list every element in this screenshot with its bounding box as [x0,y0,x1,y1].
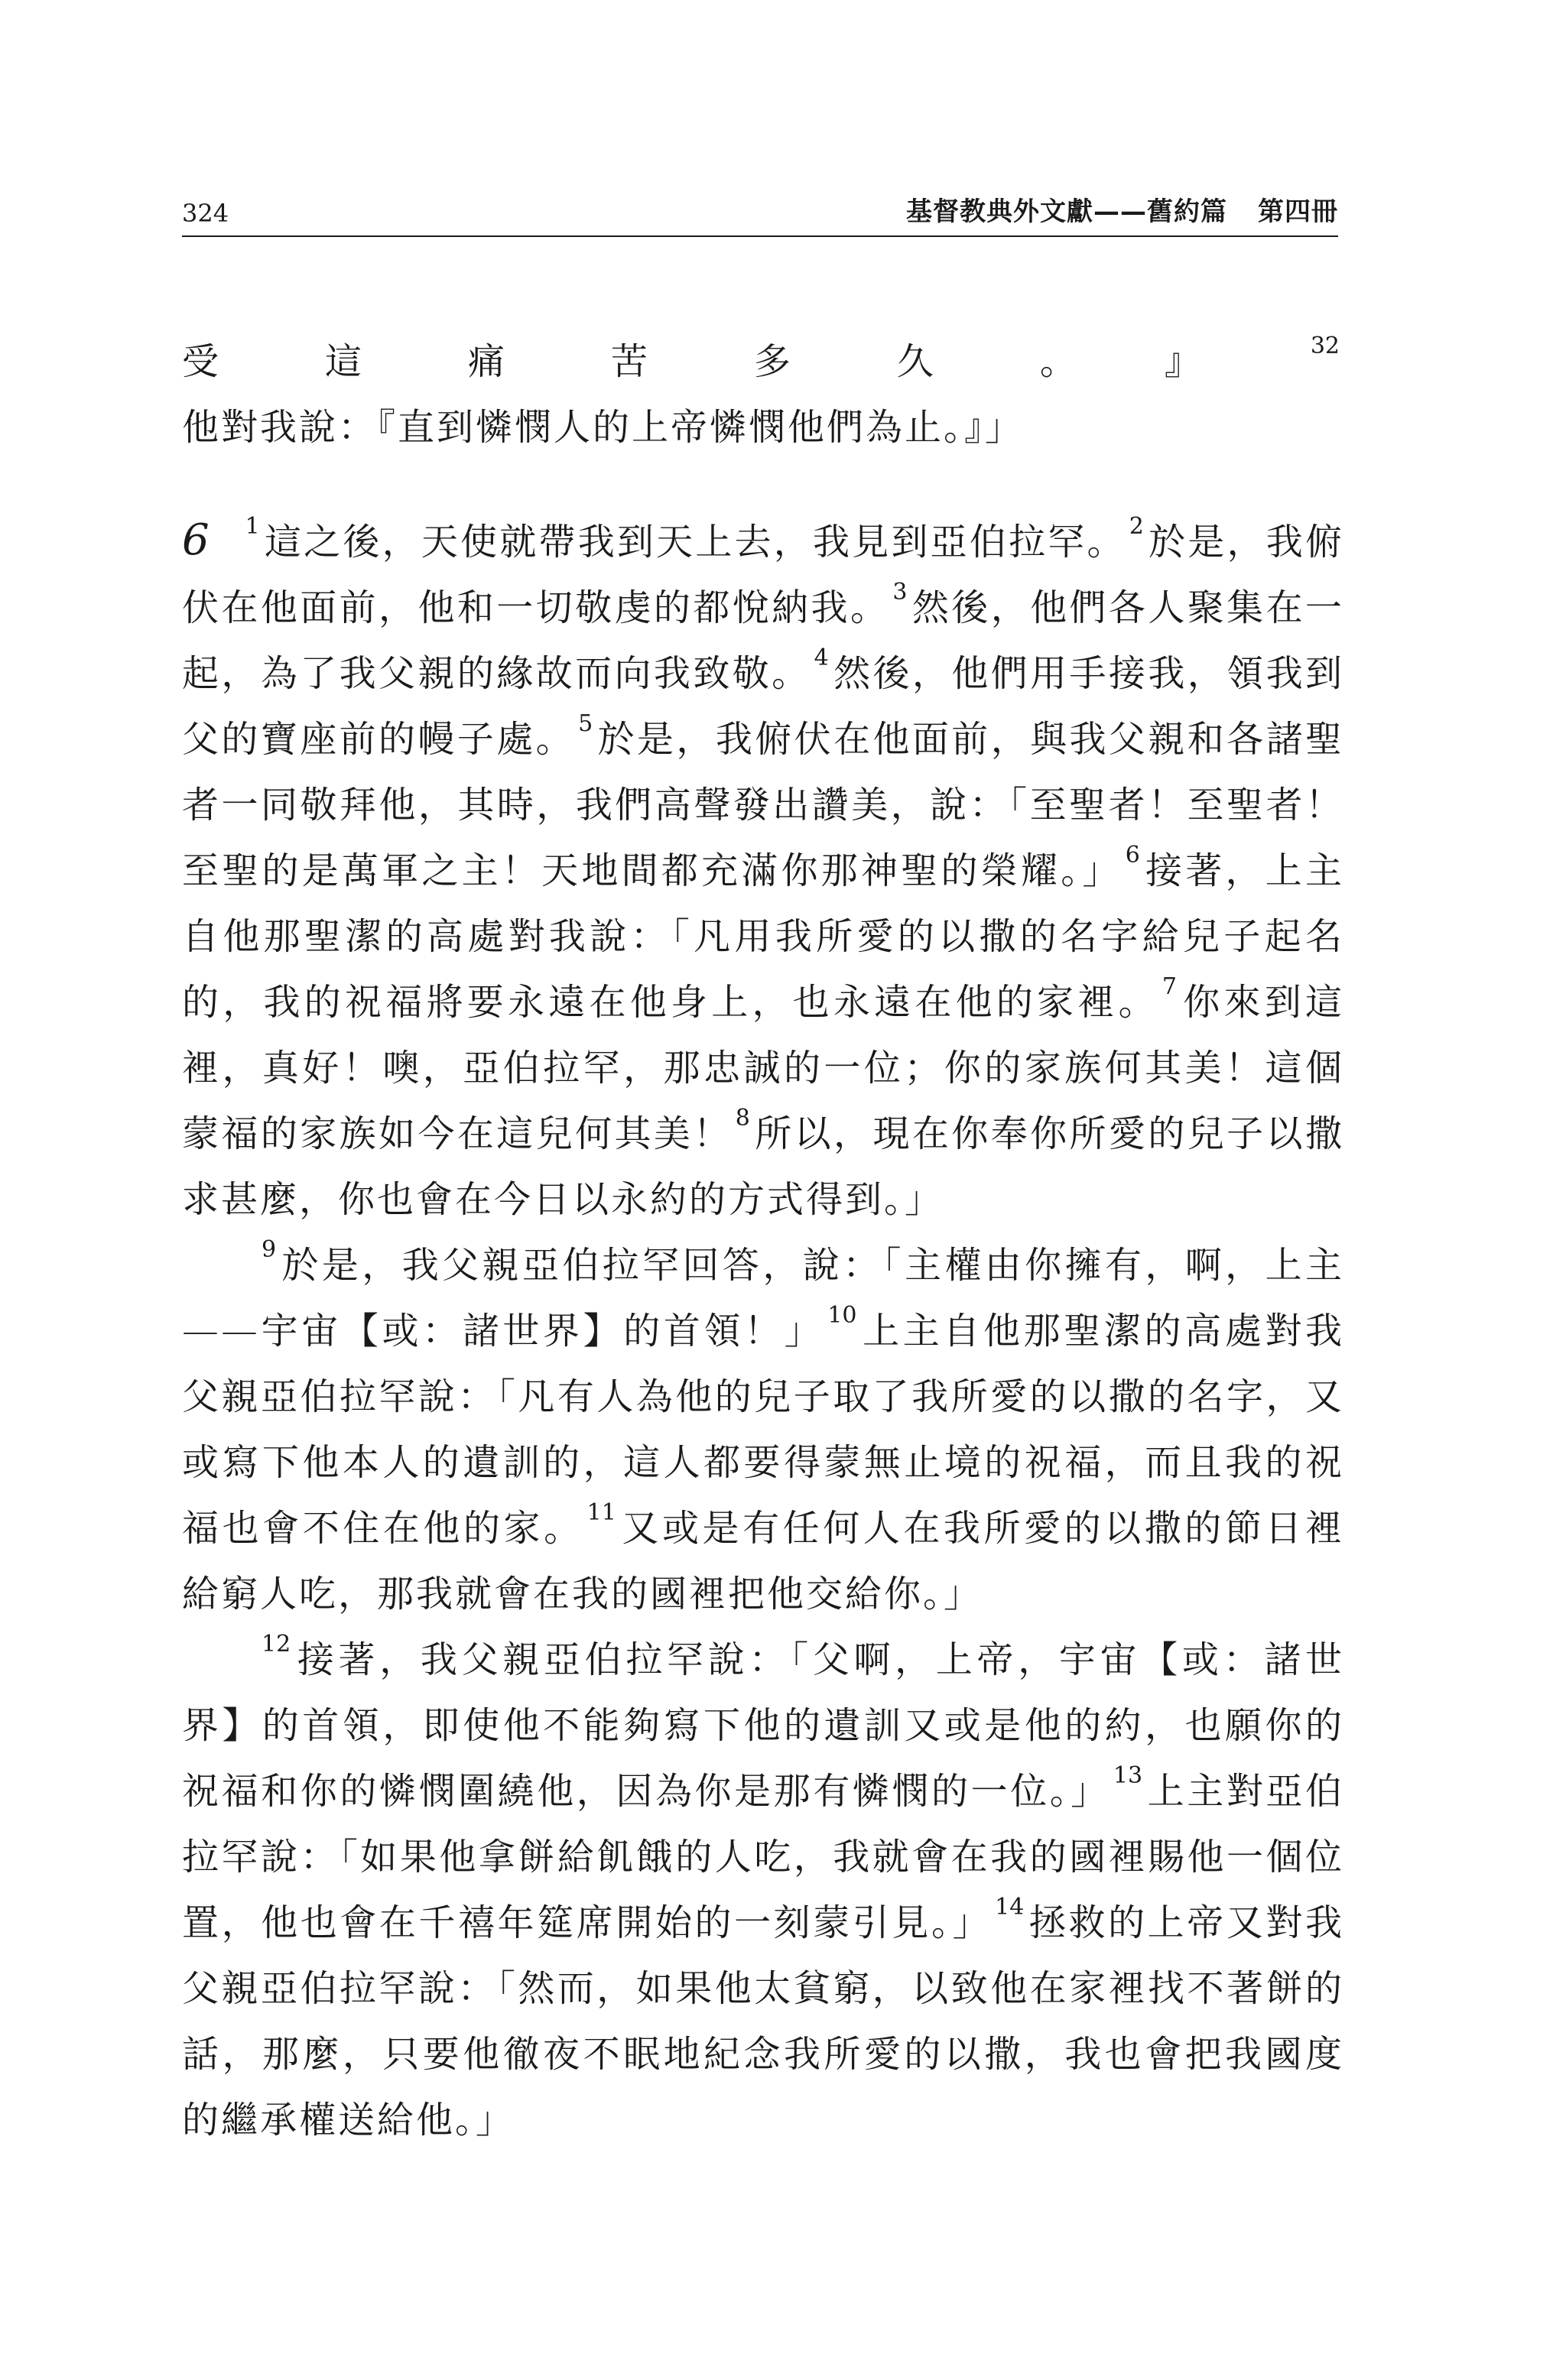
verse-number: 4 [814,645,829,671]
body-text [182,329,1344,2153]
paragraph [182,329,1344,460]
verse-number: 3 [892,579,908,606]
verse-text: 拯救的上帝又對我父親亞伯拉罕說：「然而，如果他太貧窮，以致他在家裡找不著餅的話，那麼，只要他徹夜不眠地紀念我所愛的以撒，我也會把我國度的繼承權送給他。」 [182,1901,1344,2141]
verse-text: 然後，他們用手接我，領我到父的寶座前的幔子處。 [182,652,1344,761]
book-title: 基督教典外文獻——舊約篇 [906,196,1227,227]
verse-text: 於是，我父親亞伯拉罕回答，說：「主權由你擁有，啊，上主——宇宙【或：諸世界】的首領！」 [182,1244,1344,1352]
chapter-number: 6 [182,515,212,565]
verse-text: 上主對亞伯拉罕說：「如果他拿餅給飢餓的人吃，我就會在我的國裡賜他一個位置，他也會在千禧年筵席開始的一刻蒙引見。」 [182,1770,1344,1944]
verse-text: 這之後，天使就帶我到天上去，我見到亞伯拉罕。 [264,521,1126,563]
verse-text: 他對我說：『直到憐憫人的上帝憐憫他們為止。』」 [182,406,1025,449]
verse-text: 於是，我俯伏在他面前，他和一切敬虔的都悅納我。 [182,521,1344,629]
verse-number: 11 [586,1499,616,1526]
verse-number: 2 [1129,513,1144,540]
verse-number: 1 [245,513,260,540]
verse-number: 8 [735,1105,750,1132]
verse-text: 又或是有任何人在我所愛的以撒的節日裡給窮人吃，那我就會在我的國裡把他交給你。」 [182,1507,1344,1615]
verse-text: 然後，他們各人聚集在一起，為了我父親的緣故而向我致敬。 [182,586,1344,695]
verse-number: 10 [827,1302,857,1329]
running-title [906,190,1338,228]
verse-text: 於是，我俯伏在他面前，與我父親和各諸聖者一同敬拜他，其時，我們高聲發出讚美，說：「至聖者！至聖者！至聖的是萬軍之主！天地間都充滿你那神聖的榮耀。」 [182,718,1344,892]
verse-text: 上主自他那聖潔的高處對我父親亞伯拉罕說：「凡有人為他的兒子取了我所愛的以撒的名字，又或寫下他本人的遺訓的，這人都要得蒙無止境的祝福，而且我的祝福也會不住在他的家。 [182,1310,1344,1550]
verse-text: 你來到這裡，真好！噢，亞伯拉罕，那忠誠的一位；你的家族何其美！這個蒙福的家族如今在這兒何其美！ [182,981,1344,1155]
verse-number: 14 [995,1894,1025,1921]
verse-text: 受這痛苦多久。』 [182,340,1308,383]
paragraph [182,508,1344,1232]
verse-number: 12 [262,1631,291,1658]
verse-number: 7 [1162,973,1177,1000]
running-header [182,193,1338,237]
verse-number: 6 [1125,842,1140,869]
verse-text: 接著，上主自他那聖潔的高處對我說：「凡用我所愛的以撒的名字給兒子起名的，我的祝福將要永遠在他身上，也永遠在他的家裡。 [182,849,1344,1024]
verse-text: 所以，現在你奉你所愛的兒子以撒求甚麼，你也會在今日以永約的方式得到。」 [182,1112,1344,1221]
volume-label: 第四冊 [1258,196,1338,227]
verse-number: 32 [1310,333,1340,359]
verse-text: 接著，我父親亞伯拉罕說：「父啊，上帝，宇宙【或：諸世界】的首領，即使他不能夠寫下他的遺訓又或是他的約，也願你的祝福和你的憐憫圍繞他，因為你是那有憐憫的一位。」 [182,1638,1344,1813]
verse-number: 13 [1113,1762,1143,1789]
verse-number: 5 [578,710,593,737]
paragraph [182,1627,1344,2153]
verse-number: 9 [262,1236,277,1263]
paragraph [182,1232,1344,1627]
page-number: 324 [182,199,229,228]
